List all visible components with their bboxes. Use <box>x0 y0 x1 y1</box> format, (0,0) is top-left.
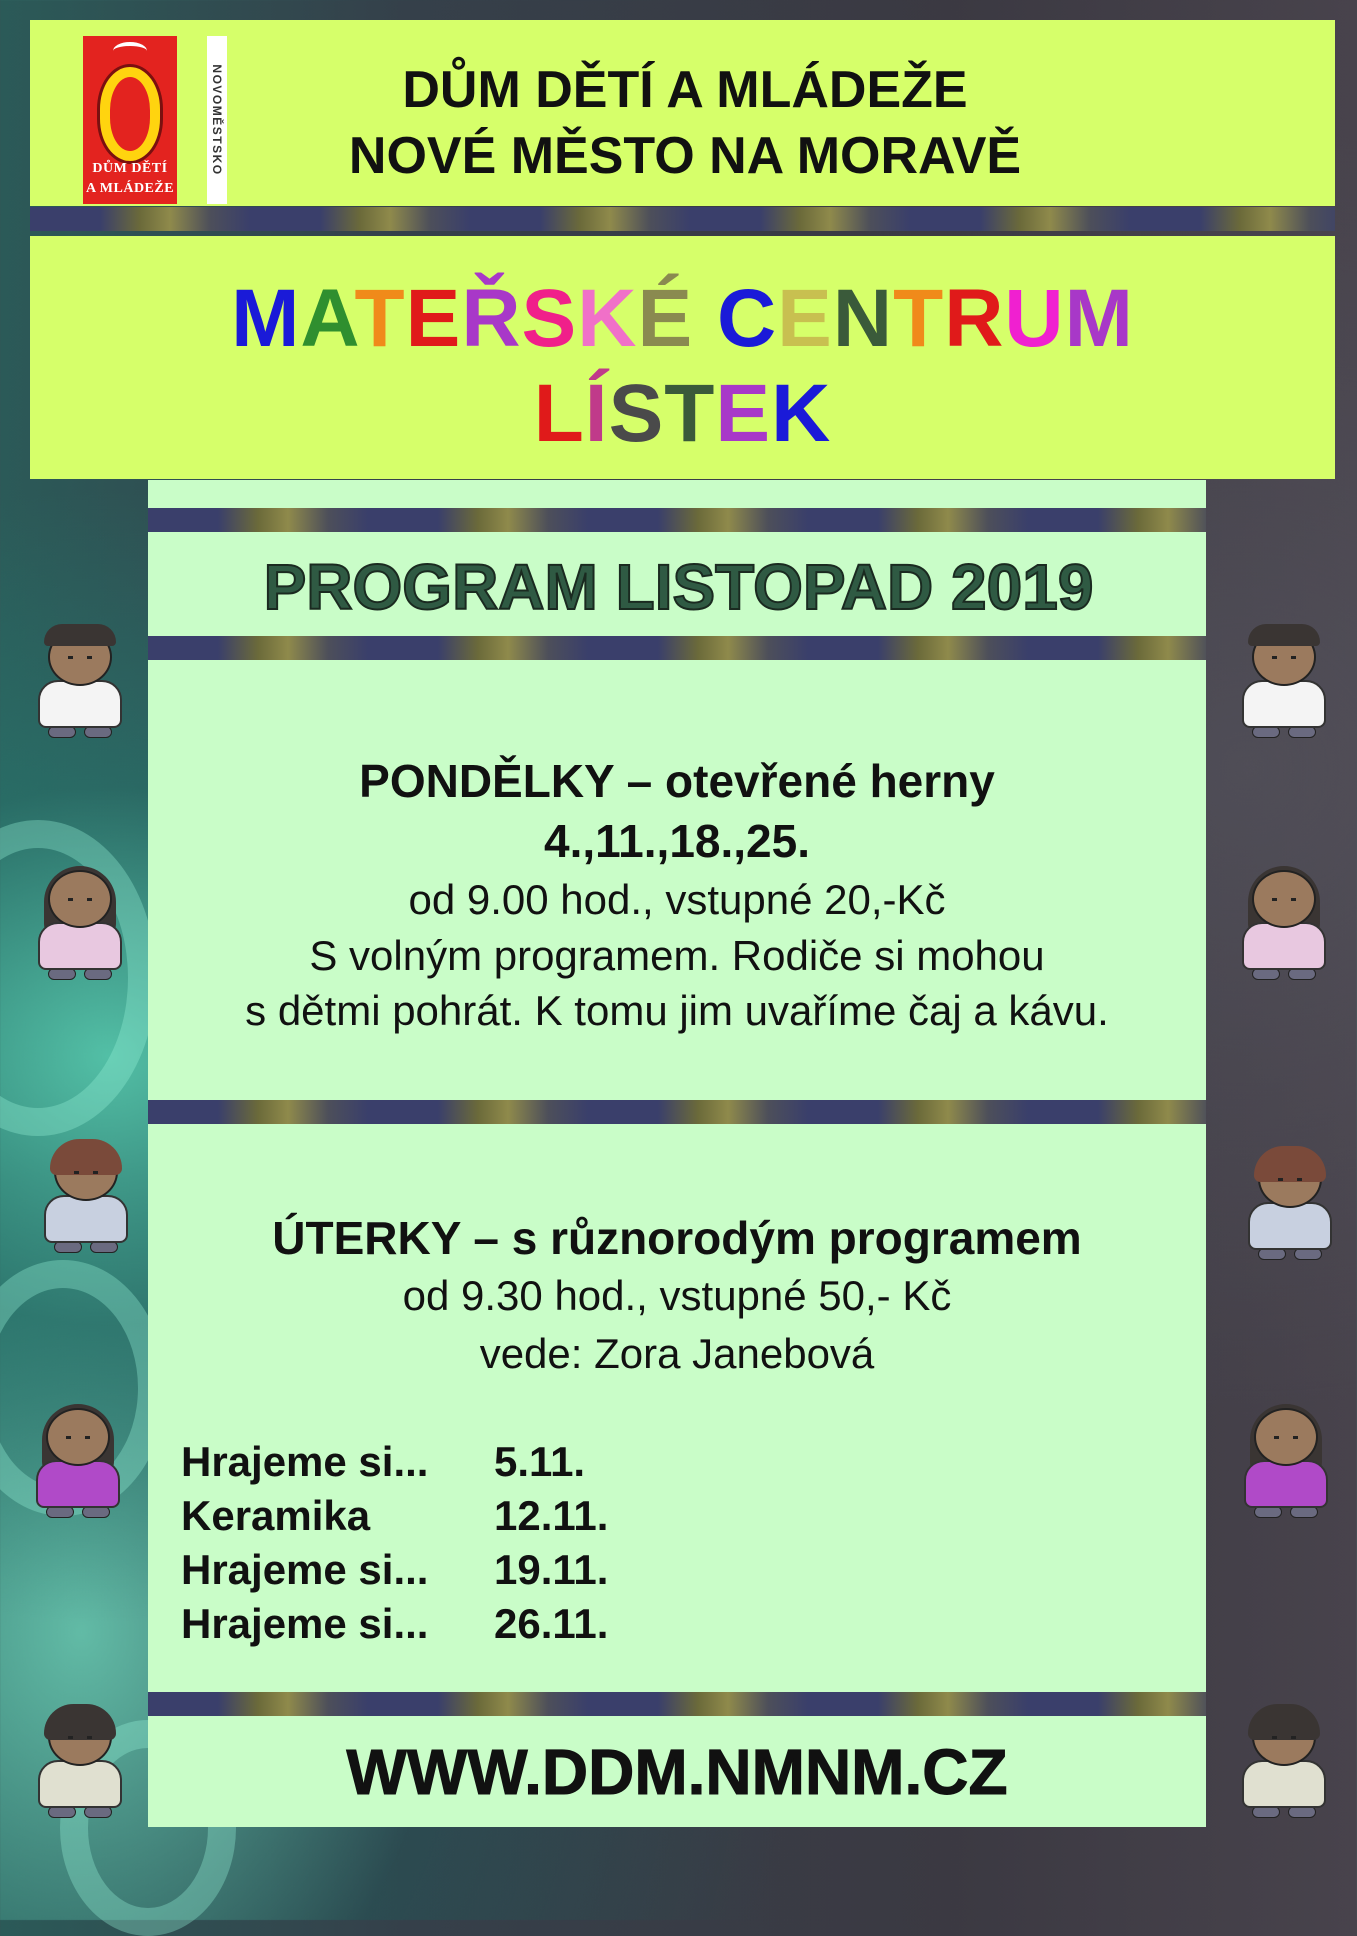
title-letter: S <box>608 368 665 459</box>
title-letter: R <box>944 273 1005 364</box>
website-url: WWW.DDM.NMNM.CZ <box>346 1736 1008 1808</box>
title-letter: Ř <box>461 273 522 364</box>
child-figure-icon <box>28 1408 128 1518</box>
title-letter: T <box>354 273 406 364</box>
title-letter: K <box>771 368 832 459</box>
wave-icon <box>113 42 147 60</box>
monday-description-1: S volným programem. Rodiče si mohou <box>309 932 1045 979</box>
title-letter: M <box>231 273 301 364</box>
title-letter: N <box>832 273 894 364</box>
logo-side-text: NOVOMĚSTSKO <box>210 64 224 176</box>
schedule-name: Hrajeme si... <box>181 1600 429 1647</box>
child-figure-icon <box>1236 1408 1336 1518</box>
program-title: PROGRAM LISTOPAD 2019 <box>263 551 1094 623</box>
child-figure-icon <box>1234 870 1334 980</box>
org-name-line1: DŮM DĚTÍ A MLÁDEŽE <box>402 61 968 119</box>
title-letter: Í <box>584 368 609 459</box>
ddm-logo <box>83 36 177 204</box>
monday-dates: 4.,11.,18.,25. <box>543 815 810 867</box>
emblem-icon <box>97 64 163 164</box>
title-letter: L <box>533 368 585 459</box>
logo-text-line2: A MLÁDEŽE <box>85 181 175 196</box>
schedule-date: 12.11. <box>494 1492 609 1539</box>
org-name-line2: NOVÉ MĚSTO NA MORAVĚ <box>348 127 1022 185</box>
tuesday-time-price: od 9.30 hod., vstupné 50,- Kč <box>402 1272 952 1319</box>
divider-stripe <box>148 1100 1206 1124</box>
title-panel <box>30 236 1335 479</box>
title-letter <box>693 273 717 364</box>
title-listek <box>30 368 1335 459</box>
title-materske-centrum <box>30 273 1335 364</box>
divider-stripe <box>30 207 1335 231</box>
title-letter: C <box>716 273 778 364</box>
title-letter: M <box>1064 273 1134 364</box>
monday-time-price: od 9.00 hod., vstupné 20,-Kč <box>408 876 946 923</box>
title-letter: A <box>300 273 355 364</box>
child-figure-icon <box>30 628 130 738</box>
schedule-name: Hrajeme si... <box>181 1438 429 1485</box>
title-letter: E <box>777 273 833 364</box>
title-letter: K <box>577 273 638 364</box>
schedule-date: 5.11. <box>494 1438 586 1485</box>
logo-text-line1: DŮM DĚTÍ <box>92 161 168 176</box>
title-letter: É <box>637 273 694 364</box>
divider-stripe <box>148 508 1206 532</box>
divider-stripe <box>148 1692 1206 1716</box>
divider-stripe <box>148 636 1206 660</box>
child-figure-icon <box>1234 628 1334 738</box>
title-letter: E <box>715 368 772 459</box>
child-figure-icon <box>36 1143 136 1253</box>
child-figure-icon <box>1234 1708 1334 1818</box>
tuesday-heading: ÚTERKY – s různorodým programem <box>272 1212 1082 1264</box>
title-letter: E <box>405 273 462 364</box>
title-letter: S <box>521 273 578 364</box>
child-figure-icon <box>30 1708 130 1818</box>
child-figure-icon <box>30 870 130 980</box>
tuesday-leader: vede: Zora Janebová <box>479 1330 875 1377</box>
monday-heading: PONDĚLKY – otevřené herny <box>359 755 995 807</box>
child-figure-icon <box>1240 1150 1340 1260</box>
monday-description-2: s dětmi pohrát. K tomu jim uvaříme čaj a kávu. <box>245 987 1109 1034</box>
title-letter: U <box>1004 273 1065 364</box>
title-letter: T <box>893 273 945 364</box>
logo-side-label <box>207 36 227 204</box>
schedule-date: 19.11. <box>494 1546 609 1593</box>
schedule-name: Keramika <box>181 1492 371 1539</box>
schedule-date: 26.11. <box>494 1600 609 1647</box>
schedule-name: Hrajeme si... <box>181 1546 429 1593</box>
title-letter: T <box>664 368 716 459</box>
